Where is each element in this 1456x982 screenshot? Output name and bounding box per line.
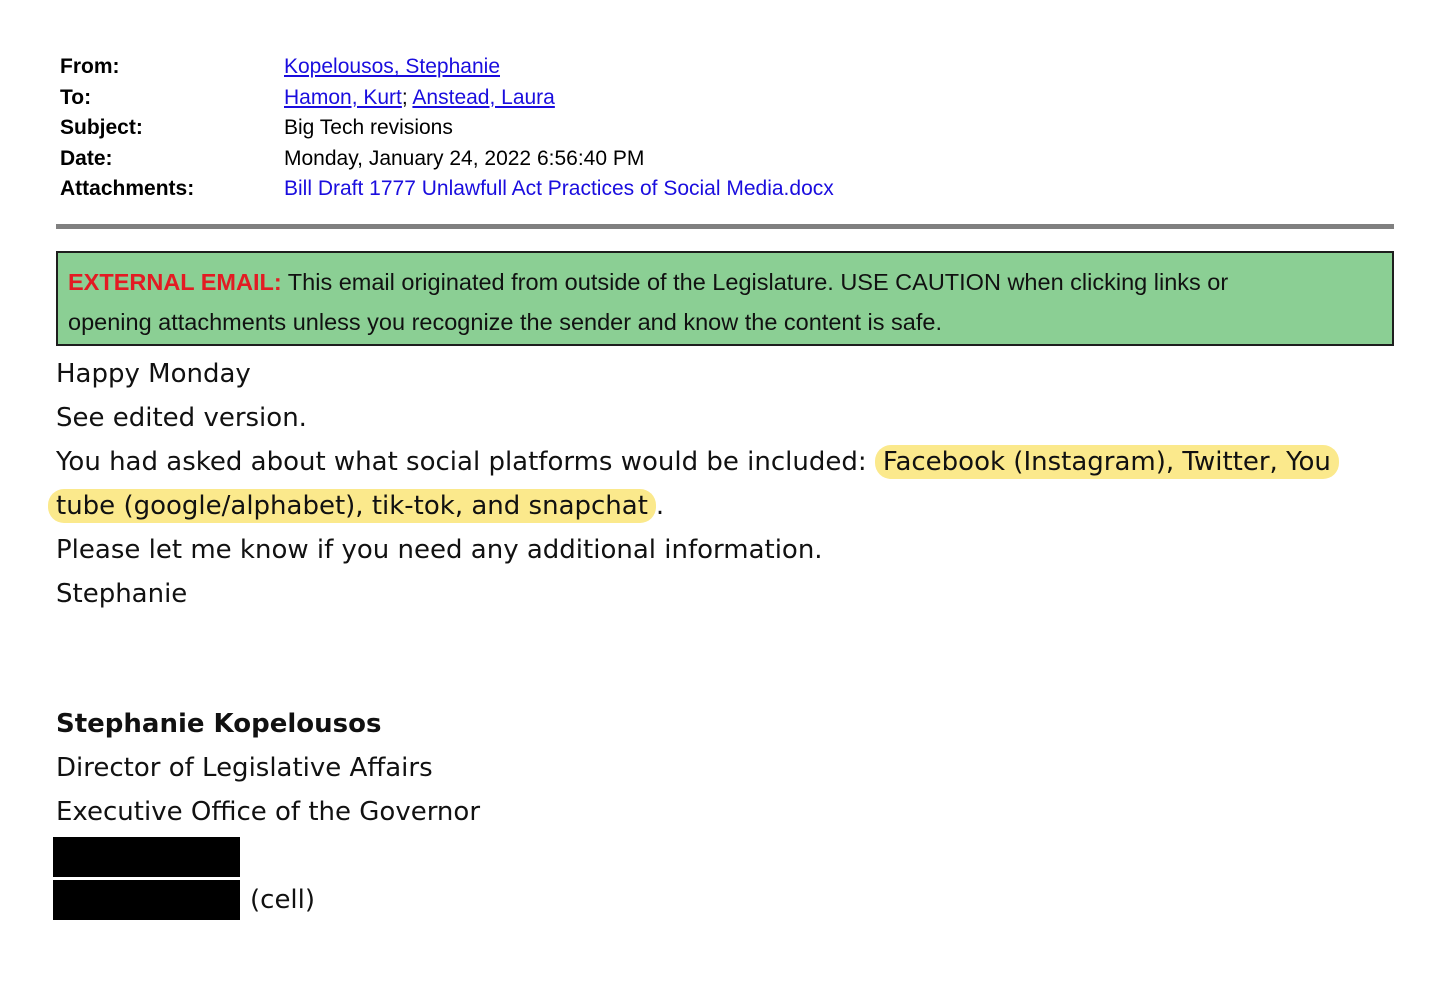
to-separator: ; <box>401 85 408 109</box>
redaction-bar <box>53 880 240 920</box>
banner-tag: EXTERNAL EMAIL: <box>68 269 282 295</box>
cell-label: (cell) <box>250 885 316 915</box>
from-link[interactable]: Kopelousos, Stephanie <box>284 55 500 79</box>
attachments-label: Attachments: <box>60 177 195 201</box>
signature-block <box>56 702 480 834</box>
highlighted-platforms-2: tube (google/alphabet), tik-tok, and snapchat <box>48 489 656 523</box>
greeting: Happy Monday <box>56 359 251 389</box>
to-recipient-1-link[interactable]: Hamon, Kurt <box>284 85 402 109</box>
date-label: Date: <box>60 146 113 170</box>
subject-label: Subject: <box>60 116 143 140</box>
signature-title: Director of Legislative Affairs <box>56 753 433 783</box>
highlighted-platforms-1: Facebook (Instagram), Twitter, You <box>875 445 1339 479</box>
body-line-2 <box>56 440 1396 484</box>
body-line-4: Please let me know if you need any additional information. <box>56 535 823 565</box>
email-body <box>56 352 1396 616</box>
body-line-1: See edited version. <box>56 403 307 433</box>
header-divider <box>56 224 1394 229</box>
external-email-banner <box>56 251 1394 346</box>
body-line-3-suffix: . <box>655 491 665 521</box>
banner-line-1 <box>68 262 1382 302</box>
banner-line-2: opening attachments unless you recognize the sender and know the content is safe. <box>68 309 942 335</box>
signature-office: Executive Office of the Governor <box>56 797 481 827</box>
redaction-bar <box>53 837 240 877</box>
to-label: To: <box>60 85 92 109</box>
attachment-link[interactable]: Bill Draft 1777 Unlawfull Act Practices of Social Media.docx <box>284 177 834 201</box>
body-line-3 <box>48 484 1396 528</box>
sign-off: Stephanie <box>56 579 188 609</box>
to-recipient-2-link[interactable]: Anstead, Laura <box>412 85 555 109</box>
date-value: Monday, January 24, 2022 6:56:40 PM <box>284 146 645 170</box>
signature-name: Stephanie Kopelousos <box>56 709 382 739</box>
subject-value: Big Tech revisions <box>284 116 453 140</box>
from-label: From: <box>60 55 120 79</box>
body-line-2-prefix: You had asked about what social platforms would be included: <box>56 447 875 477</box>
banner-text: This email originated from outside of the Legislature. USE CAUTION when clicking links or <box>287 269 1229 295</box>
email-header <box>60 52 834 205</box>
